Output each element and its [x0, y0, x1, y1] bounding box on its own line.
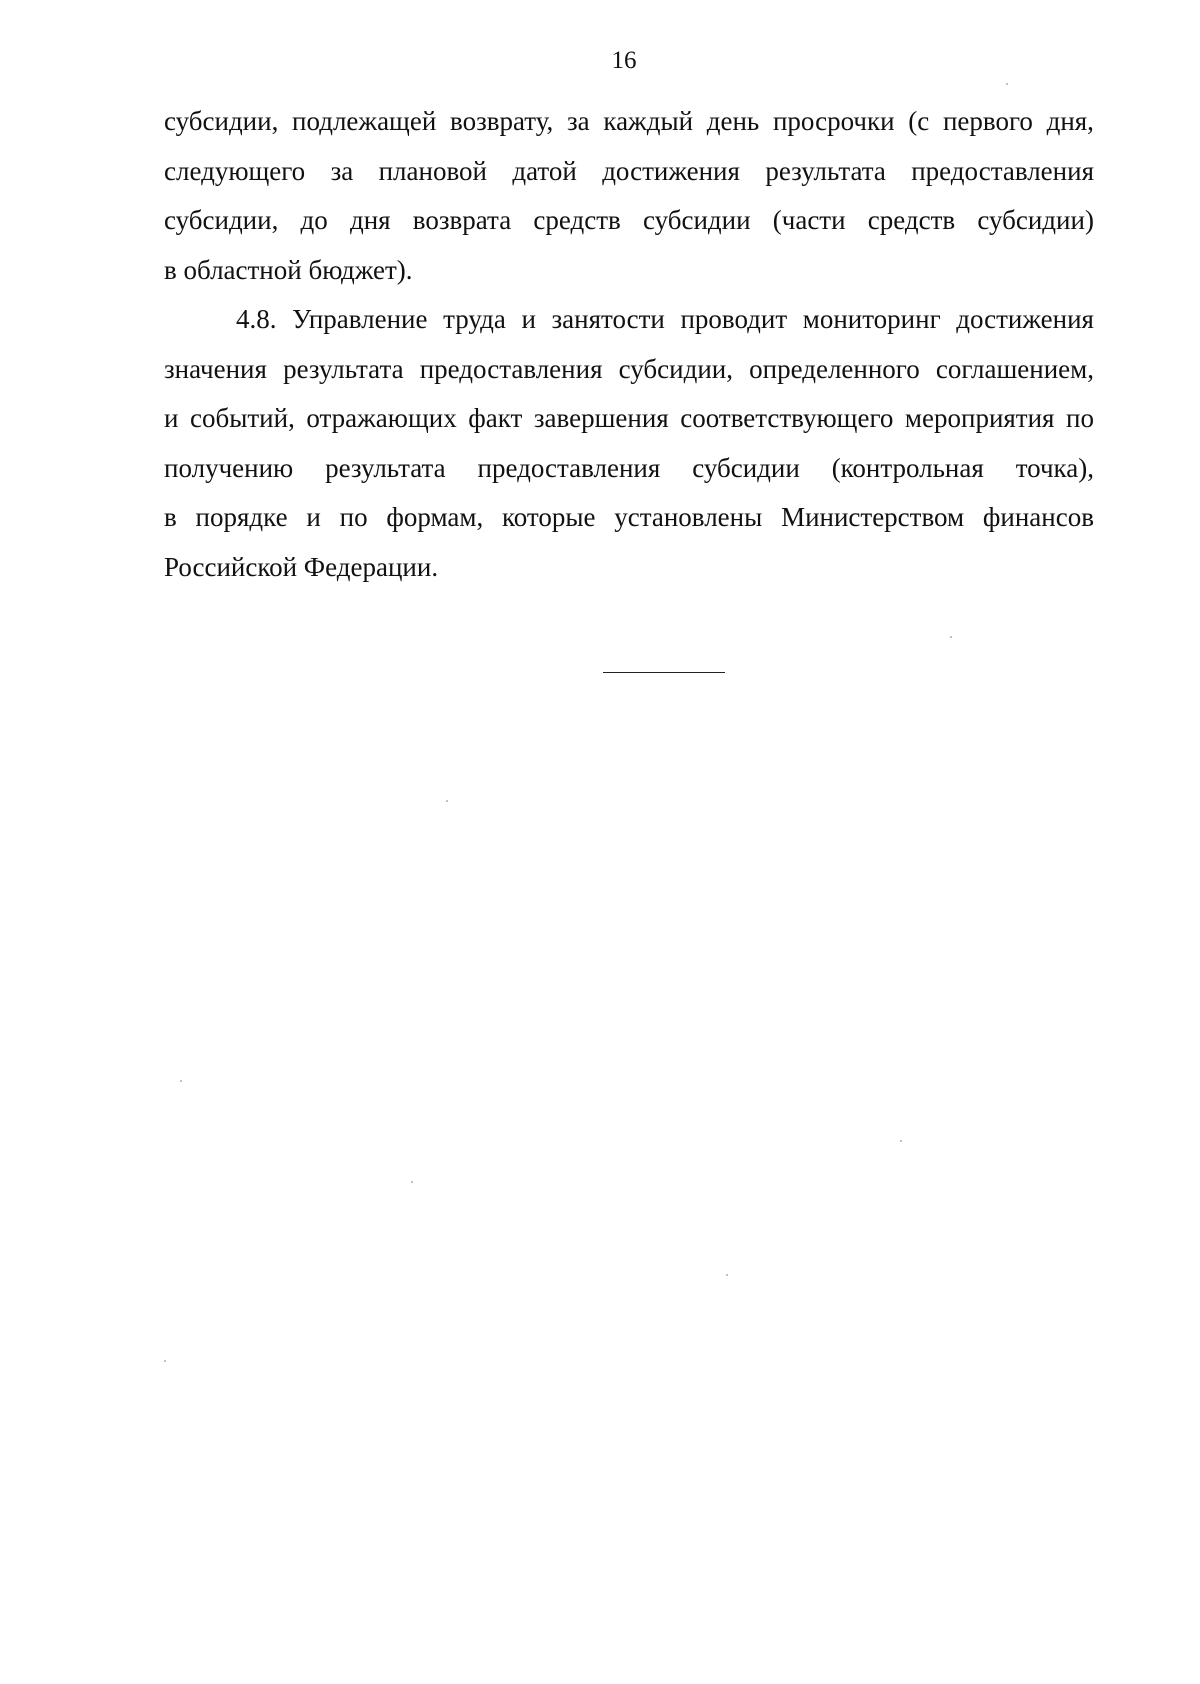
word: просрочки — [772, 106, 895, 136]
word: первого — [942, 106, 1033, 136]
word: следующего — [164, 155, 306, 186]
word: достижения — [602, 155, 740, 186]
text-line — [164, 345, 1094, 395]
word: труда — [443, 304, 506, 334]
page-number: 16 — [611, 47, 637, 74]
word: датой — [512, 155, 577, 186]
word: значения — [164, 353, 267, 384]
word: в — [164, 502, 177, 532]
word: субсидии, — [164, 106, 279, 136]
word: средств — [533, 205, 621, 235]
word: (с — [908, 106, 930, 136]
word: получению — [164, 452, 294, 483]
word: средств — [867, 205, 956, 235]
word: подлежащей — [292, 106, 437, 136]
word: Министерством — [781, 502, 965, 532]
word: точка), — [1015, 452, 1094, 483]
word: мониторинг — [802, 304, 941, 334]
word: каждый — [603, 106, 694, 136]
word: занятости — [551, 304, 665, 334]
word: событий, — [190, 403, 295, 433]
word: возврату, — [450, 106, 554, 136]
word: 4.8. — [236, 304, 277, 334]
word: предоставления — [419, 353, 603, 384]
scan-speck — [900, 1140, 902, 1142]
word: за — [330, 155, 354, 186]
word: которые — [502, 502, 596, 532]
body-text — [164, 97, 1094, 592]
word: дня, — [1046, 106, 1094, 136]
word: и — [306, 502, 321, 532]
text-line — [164, 196, 1094, 246]
word: Управление — [292, 304, 428, 334]
word: по — [1066, 403, 1094, 433]
word: и — [521, 304, 536, 334]
word: предоставления — [911, 155, 1094, 186]
word: факт — [468, 403, 523, 433]
word: субсидии) — [977, 205, 1094, 235]
text-line — [164, 394, 1094, 444]
word: плановой — [378, 155, 487, 186]
scan-speck — [180, 1080, 182, 1082]
word: возврата — [412, 205, 512, 235]
word: и — [164, 403, 179, 433]
paragraph-4-8-first-line — [164, 295, 1094, 345]
word: субсидии, — [164, 205, 279, 235]
word: по — [339, 502, 368, 532]
text-line — [164, 147, 1094, 197]
word: субсидии — [642, 205, 751, 235]
word: результата — [765, 155, 886, 186]
word: дня — [349, 205, 391, 235]
word: порядке — [195, 502, 288, 532]
text-line — [164, 444, 1094, 494]
word: финансов — [982, 502, 1094, 532]
end-separator-line — [603, 672, 725, 673]
word: завершения — [533, 403, 669, 433]
word: результата — [283, 353, 404, 384]
word: соответствующего — [680, 403, 894, 433]
scan-speck — [726, 1274, 728, 1276]
word: достижения — [956, 304, 1094, 334]
word: соглашением, — [935, 353, 1094, 384]
scan-speck — [411, 1181, 413, 1183]
scan-speck — [1006, 83, 1008, 85]
text-line: в областной бюджет). — [164, 254, 413, 285]
word: установлены — [614, 502, 763, 532]
word: формам, — [386, 502, 484, 532]
word: предоставления — [477, 452, 661, 483]
scan-speck — [950, 636, 952, 638]
word: до — [300, 205, 328, 235]
text-line: Российской Федерации. — [164, 551, 439, 582]
word: (контрольная — [831, 452, 984, 483]
word: отражающих — [306, 403, 457, 433]
word: определенного — [749, 353, 920, 384]
word: мероприятия — [904, 403, 1055, 433]
text-line — [164, 493, 1094, 543]
text-line — [164, 97, 1094, 147]
scan-speck — [446, 800, 448, 802]
word: день — [706, 106, 760, 136]
word: субсидии — [692, 452, 800, 483]
word: субсидии, — [618, 353, 733, 384]
word: за — [566, 106, 590, 136]
word: результата — [325, 452, 446, 483]
word: проводит — [680, 304, 788, 334]
scan-speck — [164, 1360, 166, 1362]
word: (части — [772, 205, 846, 235]
